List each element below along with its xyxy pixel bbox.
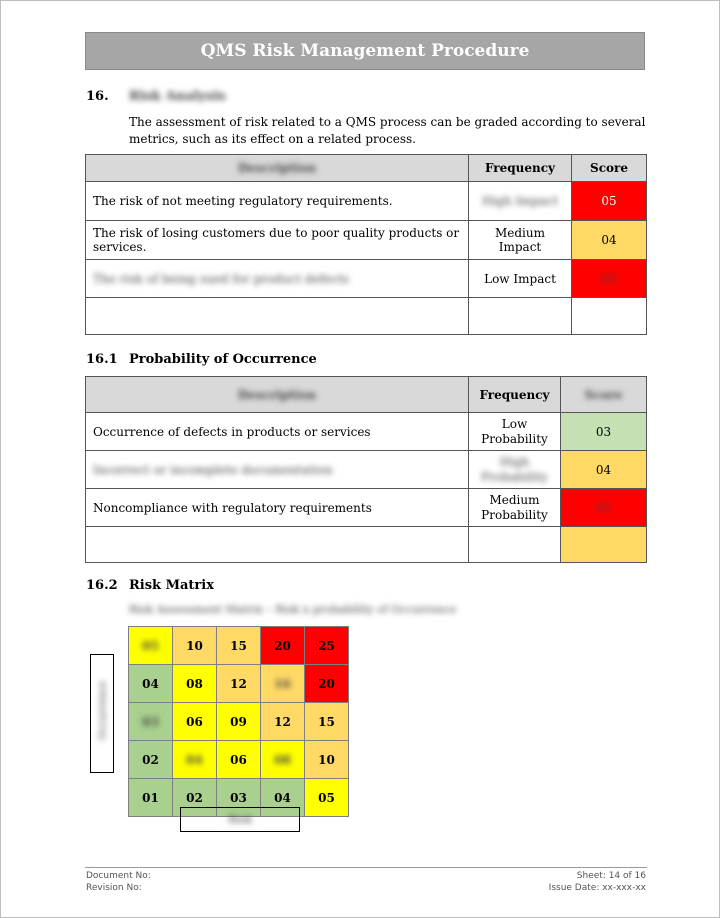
row-frequency: High Impact bbox=[469, 182, 572, 221]
matrix-caption: Risk Assessment Matrix – Risk x probability of Occurrence bbox=[129, 603, 457, 616]
matrix-y-label: Occurrence bbox=[90, 654, 114, 773]
matrix-cell: 03 bbox=[217, 779, 261, 817]
row-score: 04 bbox=[561, 451, 647, 489]
footer-document-no: Document No: bbox=[86, 871, 151, 881]
section-heading: Risk Matrix bbox=[129, 578, 214, 593]
footer-revision-no: Revision No: bbox=[86, 883, 142, 893]
matrix-cell: 03 bbox=[129, 703, 173, 741]
row-description: The risk of losing customers due to poor quality products or services. bbox=[86, 221, 469, 260]
row-frequency: Low Impact bbox=[469, 260, 572, 298]
matrix-cell: 04 bbox=[173, 741, 217, 779]
matrix-cell: 20 bbox=[261, 627, 305, 665]
matrix-cell: 10 bbox=[173, 627, 217, 665]
matrix-cell: 05 bbox=[129, 627, 173, 665]
table-row bbox=[86, 260, 647, 298]
table-row bbox=[86, 221, 647, 260]
section-number: 16.1 bbox=[86, 352, 118, 367]
matrix-cell: 09 bbox=[217, 703, 261, 741]
row-score: 04 bbox=[572, 221, 647, 260]
matrix-cell: 20 bbox=[305, 665, 349, 703]
row-description: Incorrect or incomplete documentation bbox=[86, 451, 469, 489]
risk-matrix bbox=[128, 626, 349, 817]
row-frequency: Medium Probability bbox=[469, 489, 561, 527]
footer-issue-date: Issue Date: xx-xxx-xx bbox=[548, 883, 646, 893]
row-score: 05 bbox=[572, 182, 647, 221]
header-description: Description bbox=[86, 155, 469, 182]
table-row bbox=[86, 182, 647, 221]
row-description: Occurrence of defects in products or services bbox=[86, 413, 469, 451]
row-description: Noncompliance with regulatory requirements bbox=[86, 489, 469, 527]
matrix-cell: 06 bbox=[173, 703, 217, 741]
header-score: Score bbox=[561, 377, 647, 413]
matrix-cell: 05 bbox=[305, 779, 349, 817]
header-score: Score bbox=[572, 155, 647, 182]
section-heading: Probability of Occurrence bbox=[129, 352, 317, 367]
section-intro: The assessment of risk related to a QMS process can be graded according to several metrics, such as its effect on a related process. bbox=[129, 115, 646, 146]
row-description: The risk of being sued for product defects bbox=[86, 260, 469, 298]
row-frequency: Low Probability bbox=[469, 413, 561, 451]
table-row-empty bbox=[86, 527, 647, 563]
impact-table bbox=[85, 154, 647, 335]
matrix-cell: 10 bbox=[305, 741, 349, 779]
matrix-cell: 04 bbox=[261, 779, 305, 817]
header-description: Description bbox=[86, 377, 469, 413]
matrix-x-label: Risk bbox=[180, 807, 300, 832]
table-row-empty bbox=[86, 298, 647, 335]
matrix-cell: 12 bbox=[261, 703, 305, 741]
row-frequency: Medium Impact bbox=[469, 221, 572, 260]
table-row bbox=[86, 413, 647, 451]
table-row bbox=[86, 451, 647, 489]
page-title: QMS Risk Management Procedure bbox=[85, 32, 645, 70]
matrix-cell: 04 bbox=[129, 665, 173, 703]
row-score: 03 bbox=[561, 413, 647, 451]
header-frequency: Frequency bbox=[469, 377, 561, 413]
section-number: 16.2 bbox=[86, 578, 118, 593]
footer-divider bbox=[85, 867, 647, 868]
row-score: 03 bbox=[572, 260, 647, 298]
row-description: The risk of not meeting regulatory requirements. bbox=[86, 182, 469, 221]
section-number: 16. bbox=[86, 89, 109, 104]
header-frequency: Frequency bbox=[469, 155, 572, 182]
matrix-cell: 02 bbox=[173, 779, 217, 817]
matrix-cell: 06 bbox=[217, 741, 261, 779]
matrix-cell: 25 bbox=[305, 627, 349, 665]
matrix-cell: 15 bbox=[305, 703, 349, 741]
matrix-cell: 02 bbox=[129, 741, 173, 779]
matrix-cell: 12 bbox=[217, 665, 261, 703]
row-frequency: High Probability bbox=[469, 451, 561, 489]
matrix-cell: 08 bbox=[173, 665, 217, 703]
row-score: 05 bbox=[561, 489, 647, 527]
probability-table bbox=[85, 376, 647, 563]
matrix-cell: 15 bbox=[217, 627, 261, 665]
table-row bbox=[86, 489, 647, 527]
matrix-cell: 16 bbox=[261, 665, 305, 703]
matrix-cell: 08 bbox=[261, 741, 305, 779]
section-heading: Risk Analysis bbox=[129, 89, 226, 104]
footer-sheet: Sheet: 14 of 16 bbox=[576, 871, 646, 881]
matrix-cell: 01 bbox=[129, 779, 173, 817]
